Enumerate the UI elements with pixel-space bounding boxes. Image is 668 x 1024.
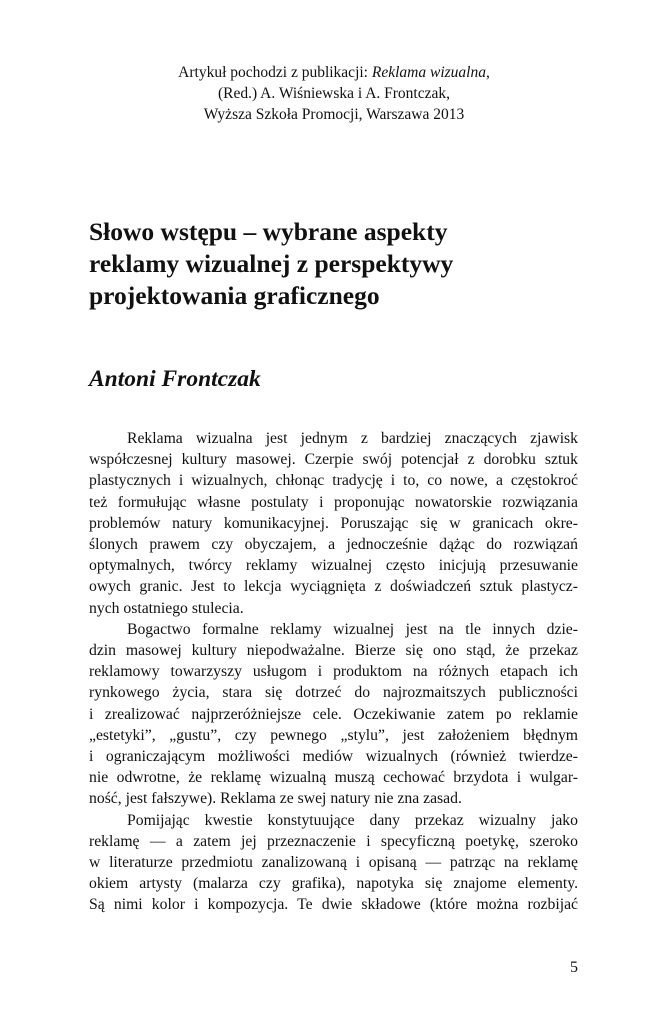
text-line: owych granic. Jest to lekcja wyciągnięta z doświadczeń sztuk plastycz- [89, 578, 578, 596]
text-line: reklamowy towarzyszy usługom i produktom na różnych etapach ich [89, 663, 578, 681]
text-line: problemów natury komunikacyjnej. Poruszając się w granicach okre- [89, 514, 578, 532]
text-line: w literaturze przedmiotu zanalizowaną i opisaną — patrząc na reklamę [89, 854, 578, 872]
text-line: dzin masowej kultury niepodważalne. Bierze się ono stąd, że przekaz [89, 642, 578, 660]
paragraph-3 [89, 810, 578, 916]
text-line: plastycznych i wizualnych, chłonąc tradycję i to, co nowe, a częstokroć [89, 472, 578, 490]
text-line: optymalnych, twórcy reklamy wizualnej często inicjują przesuwanie [89, 557, 578, 575]
text-line: rynkowego życia, stara się dotrzeć do najrozmaitszych publiczności [89, 684, 578, 702]
article-title [89, 216, 589, 312]
page-number: 5 [570, 959, 578, 976]
text-line: i zrealizować najprzeróżniejsze cele. Oczekiwanie zatem po reklamie [89, 705, 578, 723]
source-note-line-1: Artykuł pochodzi z publikacji: Reklama wizualna, [178, 64, 490, 81]
text-line: nie odwrotne, że reklamę wizualną muszą cechować brzydota i wulgar- [89, 769, 578, 787]
title-line: projektowania graficznego [89, 281, 380, 310]
paragraph-1 [89, 428, 578, 619]
text-line: też formułując własne postulaty i proponując nowatorskie rozwiązania [89, 493, 578, 511]
title-line: reklamy wizualnej z perspektywy [89, 249, 454, 278]
text-line: reklamę — a zatem jej przeznaczenie i specyficzną poetykę, szeroko [89, 832, 578, 850]
text-line: i ograniczającym możliwości mediów wizualnych (również twierdze- [89, 748, 578, 766]
text-line: Reklama wizualna jest jednym z bardziej znaczących zjawisk [127, 430, 578, 447]
paragraph-2 [89, 619, 578, 810]
text-line: Bogactwo formalne reklamy wizualnej jest na tle innych dzie- [127, 620, 578, 638]
text-line: ność, jest fałszywe). Reklama ze swej natury nie zna zasad. [89, 790, 462, 808]
source-note-line-3: Wyższa Szkoła Promocji, Warszawa 2013 [203, 106, 465, 123]
source-note-line-2: (Red.) A. Wiśniewska i A. Frontczak, [218, 85, 450, 102]
text-line: Są nimi kolor i kompozycja. Te dwie składowe (które można rozbijać [89, 896, 578, 914]
text-line: „estetyki”, „gustu”, czy pewnego „stylu”, jest założeniem błędnym [89, 726, 578, 744]
title-line: Słowo wstępu – wybrane aspekty [89, 217, 448, 246]
text-line: Pomijając kwestie konstytuujące dany przekaz wizualny jako [127, 811, 578, 829]
source-note [0, 62, 668, 125]
body-text [89, 428, 578, 916]
text-line: okiem artysty (malarza czy grafika), napotyka się znajome elementy. [89, 875, 578, 893]
text-line: współczesnej kultury masowej. Czerpie swój potencjał z dorobku sztuk [89, 451, 578, 469]
publication-title: Reklama wizualna [371, 64, 486, 81]
author-name: Antoni Frontczak [89, 366, 261, 392]
text-line: ślonych prawem czy obyczajem, a jednocześnie dążąc do rozwiązań [89, 536, 578, 554]
text-line: nych ostatniego stulecia. [89, 599, 244, 617]
